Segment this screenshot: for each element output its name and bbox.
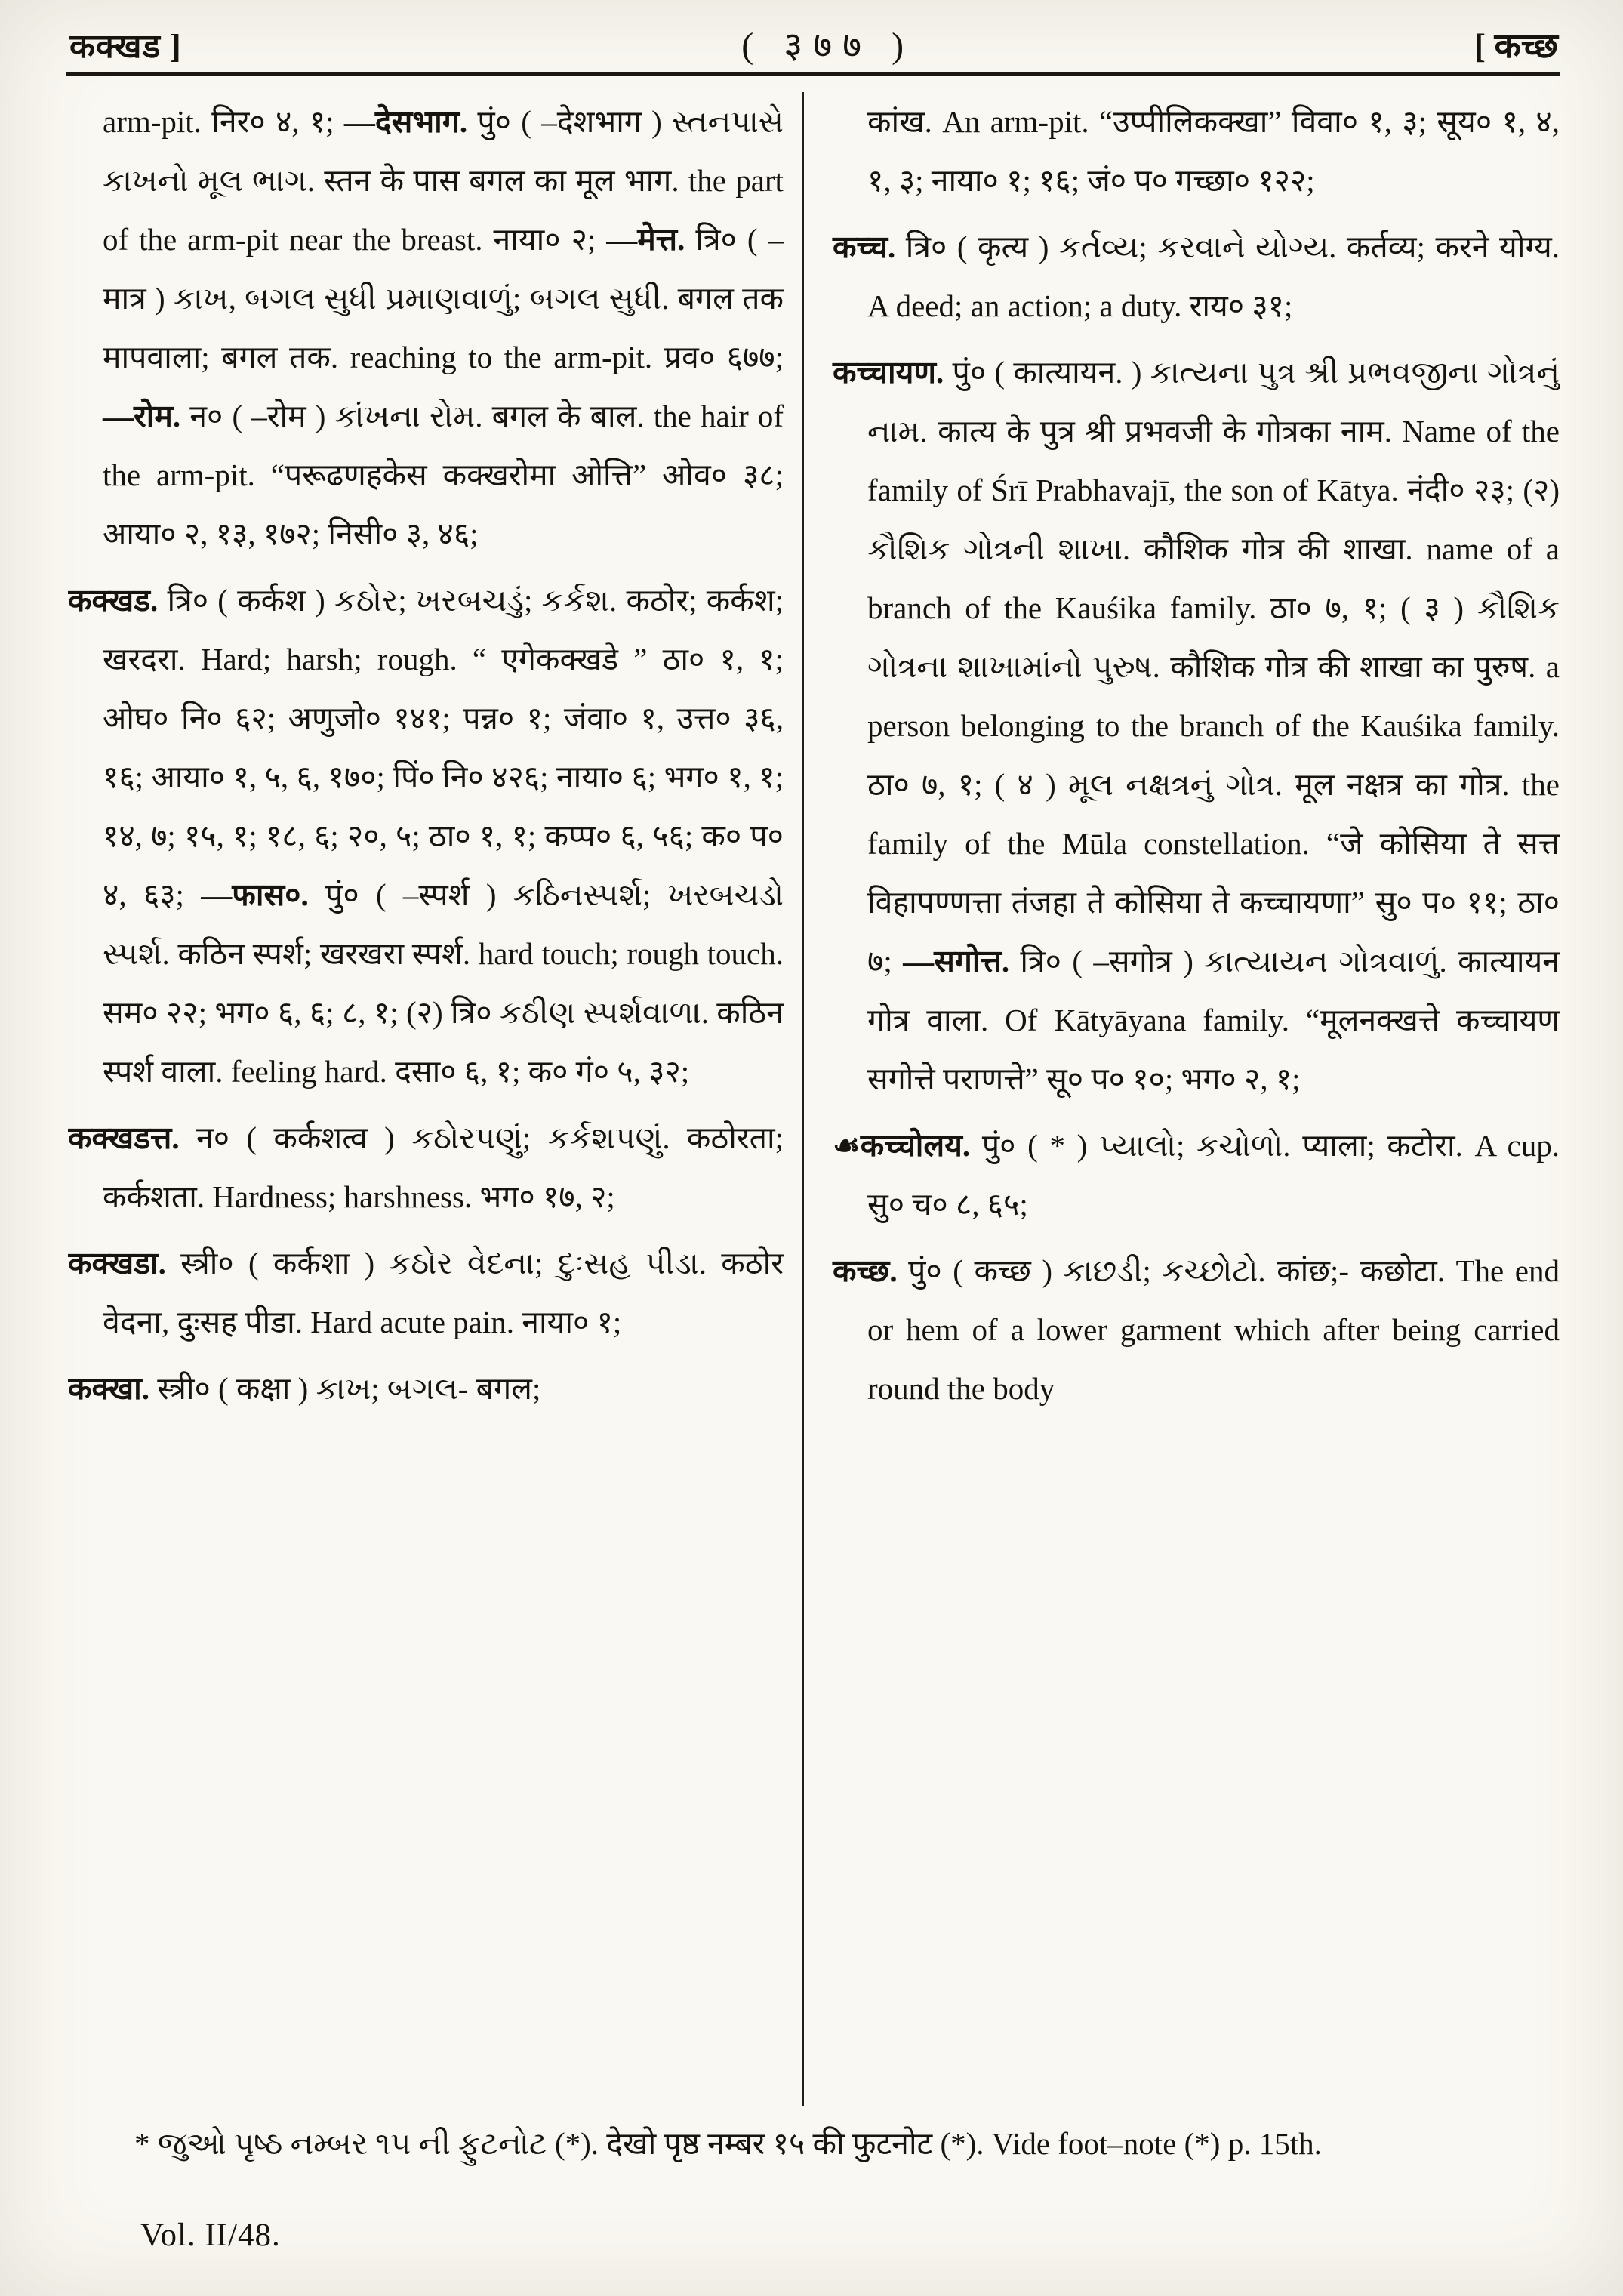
- left-column: [68, 92, 802, 2106]
- text-columns: [68, 92, 1560, 2106]
- entry-kachcha: कच्च. त्रि० ( कृत्य ) કર્તવ્ય; કરવાને યોગ્ય. कर्तव्य; करने योग्य. A deed; an action; a duty. राय० ३१;: [833, 230, 1560, 323]
- page-number: ( ३७७ ): [741, 26, 915, 66]
- entry-kakkhaa: कक्खा. स्त्री० ( कक्षा ) કાખ; બગલ- बगल;: [68, 1371, 541, 1406]
- entry-kachcholaya: ☙कच्चोलय. पुं० ( * ) પ્યાલો; કચોળો. प्याला; कटोरा. A cup. सु० च० ८, ६५;: [833, 1128, 1560, 1222]
- continuation-paragraph-kakkha: arm-pit. निर० ४, १; —देसभाग. पुं० ( –देशभाग ) સ્તનપાસે કાખનો મૂલ ભાગ. स्तन के पास बगल का मूल भाग. the part of the arm-pit near the breast. नाया० २; —मेत्त. त्रि० ( –मात्र ) કાખ, બગલ સુધી પ્રમાણવાળું; બગલ સુધી. बगल तक मापवाला; बगल तक. reaching to the arm-pit. प्रव० ६७७; —रोम. न० ( –रोम ) કાંખના રોમ. बगल के बाल. the hair of the arm-pit. “परूढणहकेस कक्खरोमा ओत्ति” ओव० ३८; आया० २, १३, १७२; निसी० ३, ४६;: [103, 104, 784, 551]
- volume-label: Vol. II/48.: [140, 2217, 281, 2253]
- header-left-keyword: कक्खड ]: [69, 28, 182, 65]
- header-rule: [66, 72, 1560, 76]
- continuation-paragraph-kankha: कांख. An arm-pit. “उप्पीलिकक्खा” विवा० १, ३; सूय० १, ४, १, ३; नाया० १; १६; जं० प० गच्छा० १२२;: [867, 104, 1560, 198]
- entry-kachchayana: कच्चायण. पुं० ( कात्यायन. ) કાત્યના પુત્ર શ્રી પ્રભવજીના ગોત્રનું નામ. कात्य के पुत्र श्री प्रभवजी के गोत्रका नाम. Name of the family of Śrī Prabhavajī, the son of Kātya. नंदी० २३; (२) કૌશિક ગોત્રની શાખા. कौशिक गोत्र की शाखा. name of a branch of the Kauśika family. ठा० ७, १; ( ३ ) કૌશિક ગોત્રના શાખામાંનો પુરુષ. कौशिक गोत्र की शाखा का पुरुष. a person belonging to the branch of the Kauśika family. ठा० ७, १; ( ४ ) મૂલ નક્ષત્રનું ગોત્ર. मूल नक्षत्र का गोत्र. the family of the Mūla constellation. “जे कोसिया ते सत्त विहापण्णत्ता तंजहा ते कोसिया ते कच्चायणा” सु० प० ११; ठा० ७; —सगोत्त. त्रि० ( –सगोत्र ) કાત્યાયન ગોત્રવાળું. कात्यायन गोत्र वाला. Of Kātyāyana family. “मूलनक्खत्ते कच्चायण सगोत्ते पराणत्ते” सू० प० १०; भग० २, १;: [833, 355, 1560, 1096]
- entry-kakkhadaa: कक्खडा. स्त्री० ( कर्कशा ) કઠોર વેદના; દુઃસહ પીડા. कठोर वेदना, दुःसह पीडा. Hard acute pain. नाया० १;: [68, 1246, 784, 1339]
- entry-kakkhada: कक्खड. त्रि० ( कर्कश ) કઠોર; ખરબચડું; કર્કશ. कठोर; कर्कश; खरदरा. Hard; harsh; rough. “ एगेकक्खडे ” ठा० १, १; ओघ० नि० ६२; अणुजो० १४१; पन्न० १; जंवा० १, उत्त० ३६, १६; आया० १, ५, ६, १७०; पिं० नि० ४२६; नाया० ६; भग० १, १; १४, ७; १५, १; १८, ६; २०, ५; ठा० १, १; कप्प० ६, ५६; क० प० ४, ६३; —फास०. पुं० ( –स्पर्श ) કઠિનસ્પર્શ; ખરબચડો સ્પર્શ. कठिन स्पर्श; खरखरा स्पर्श. hard touch; rough touch. सम० २२; भग० ६, ६; ८, १; (२) त्रि० કઠીણ સ્પર્શવાળા. कठिन स्पर्श वाला. feeling hard. दसा० ६, १; क० गं० ५, ३२;: [68, 583, 784, 1089]
- page-header: [69, 20, 1558, 69]
- entry-kachchha: कच्छ. पुं० ( कच्छ ) કાછડી; કચ્છોટો. कांछ;- कछोटा. The end or hem of a lower garment which after being carried round the body: [833, 1253, 1560, 1406]
- footnote: * જુઓ પૃષ્ઠ નમ્બર ૧૫ ની ફુટનોટ (*). देखो पृष्ठ नम्बर १५ की फुटनोट (*). Vide foot–note (*) p. 15th.: [134, 2126, 1322, 2161]
- entry-kakkhadatta: कक्खडत्त. न० ( कर्कशत्व ) કઠોરપણું; કર્કશપણું. कठोरता; कर्कशता. Hardness; harshness. भग० १७, २;: [68, 1120, 784, 1214]
- header-right-keyword: [ कच्छ: [1474, 26, 1558, 65]
- right-column: [804, 92, 1560, 2106]
